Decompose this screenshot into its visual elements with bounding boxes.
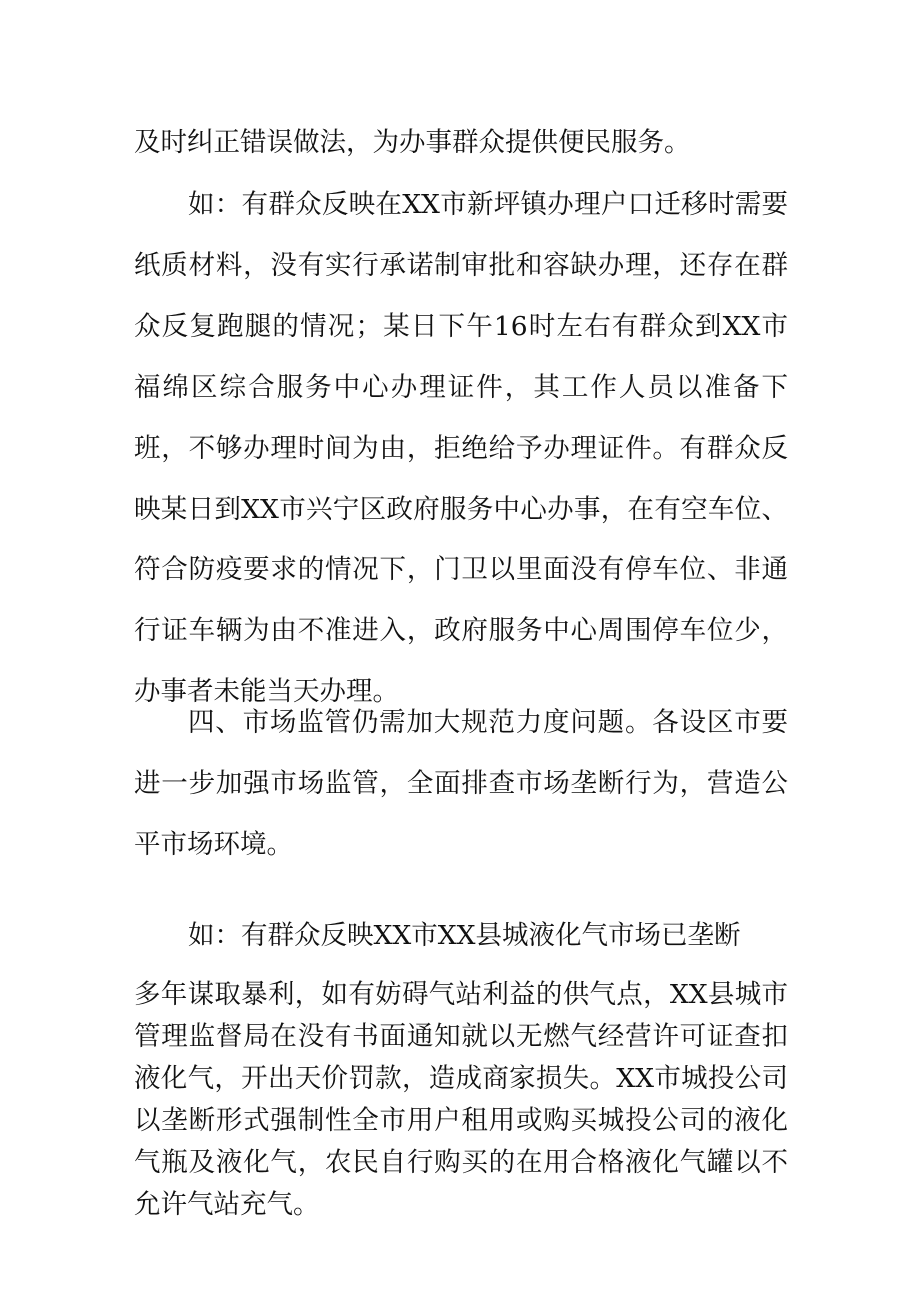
- paragraph-1: 及时纠正错误做法，为办事群众提供便民服务。: [134, 127, 691, 158]
- paragraph-3-section-four: 四、市场监管仍需加大规范力度问题。各设区市要进一步加强市场监管，全面排查市场垄断行为，营造公平市场环境。: [134, 707, 788, 860]
- paragraph-4: 如：有群众反映XX市XX县城液化气市场已垄断: [188, 920, 741, 951]
- paragraph-2: 如：有群众反映在XX市新坪镇办理户口迁移时需要纸质材料，没有实行承诺制审批和容缺办理，还存在群众反复跑腿的情况；某日下午16时左右有群众到XX市福绵区综合服务中心办理证件，其工作人员以准备下班，不够办理时间为由，拒绝给予办理证件。有群众反映某日到XX市兴宁区政府服务中心办事，在有空车位、符合防疫要求的情况下，门卫以里面没有停车位、非通行证车辆为由不准进入，政府服务中心周围停车位少，办事者未能当天办理。: [134, 189, 788, 708]
- paragraph-5: 多年谋取暴利，如有妨碍气站利益的供气点，XX县城市管理监督局在没有书面通知就以无燃气经营许可证查扣液化气，开出天价罚款，造成商家损失。XX市城投公司以垄断形式强制性全市用户租用或购买城投公司的液化气瓶及液化气，农民自行购买的在用合格液化气罐以不允许气站充气。: [134, 979, 788, 1220]
